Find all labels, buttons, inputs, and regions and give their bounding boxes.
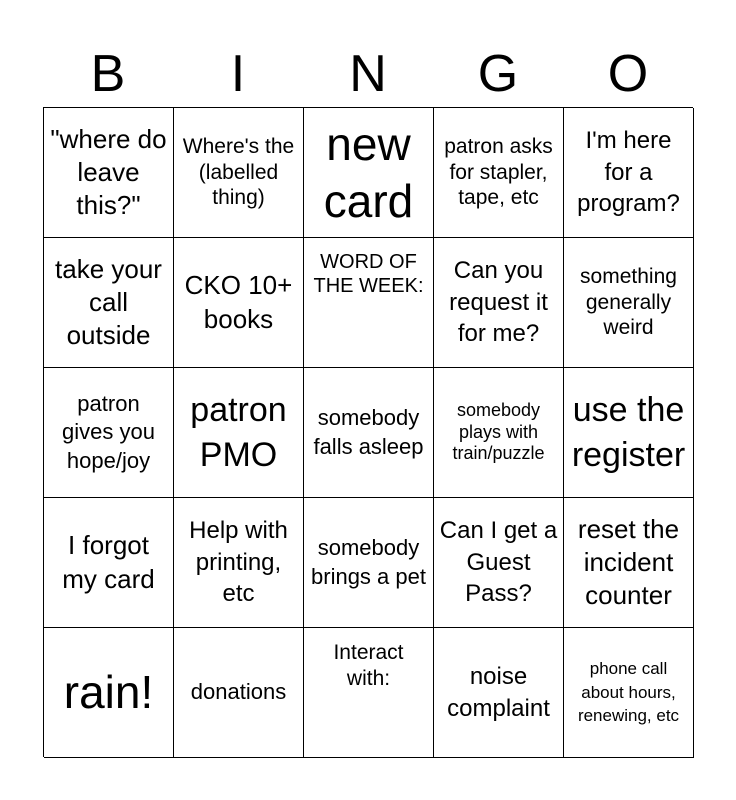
bingo-cell[interactable]: patron gives you hope/joy xyxy=(44,368,174,498)
bingo-cell[interactable]: patron asks for stapler, tape, etc xyxy=(434,108,564,238)
bingo-cell[interactable]: WORD OF THE WEEK: xyxy=(304,238,434,368)
bingo-cell[interactable]: new card xyxy=(304,108,434,238)
bingo-cell[interactable]: Where's the (labelled thing) xyxy=(174,108,304,238)
bingo-cell[interactable]: phone call about hours, renewing, etc xyxy=(564,628,694,758)
bingo-cell[interactable]: reset the incident counter xyxy=(564,498,694,628)
bingo-cell[interactable]: Interact with: xyxy=(304,628,434,758)
bingo-cell[interactable]: "where do leave this?" xyxy=(44,108,174,238)
bingo-cell[interactable]: somebody plays with train/puzzle xyxy=(434,368,564,498)
bingo-cell[interactable]: rain! xyxy=(44,628,174,758)
bingo-cell[interactable]: take your call outside xyxy=(44,238,174,368)
bingo-header xyxy=(43,40,693,108)
bingo-cell[interactable]: I forgot my card xyxy=(44,498,174,628)
bingo-cell[interactable]: use the register xyxy=(564,368,694,498)
bingo-cell[interactable]: Can I get a Guest Pass? xyxy=(434,498,564,628)
header-letter-o: O xyxy=(607,45,649,103)
bingo-cell[interactable]: patron PMO xyxy=(174,368,304,498)
header-letter-b: B xyxy=(90,45,126,103)
header-letter-n: N xyxy=(349,45,387,103)
header-letter-g: G xyxy=(477,45,519,103)
bingo-cell[interactable]: somebody brings a pet xyxy=(304,498,434,628)
bingo-cell[interactable]: CKO 10+ books xyxy=(174,238,304,368)
bingo-cell[interactable]: somebody falls asleep xyxy=(304,368,434,498)
bingo-cell[interactable]: donations xyxy=(174,628,304,758)
bingo-cell[interactable]: I'm here for a program? xyxy=(564,108,694,238)
bingo-grid xyxy=(43,107,693,757)
bingo-cell[interactable]: noise complaint xyxy=(434,628,564,758)
bingo-cell[interactable]: Help with printing, etc xyxy=(174,498,304,628)
header-letter-i: I xyxy=(230,45,246,103)
bingo-cell[interactable]: Can you request it for me? xyxy=(434,238,564,368)
bingo-cell[interactable]: something generally weird xyxy=(564,238,694,368)
